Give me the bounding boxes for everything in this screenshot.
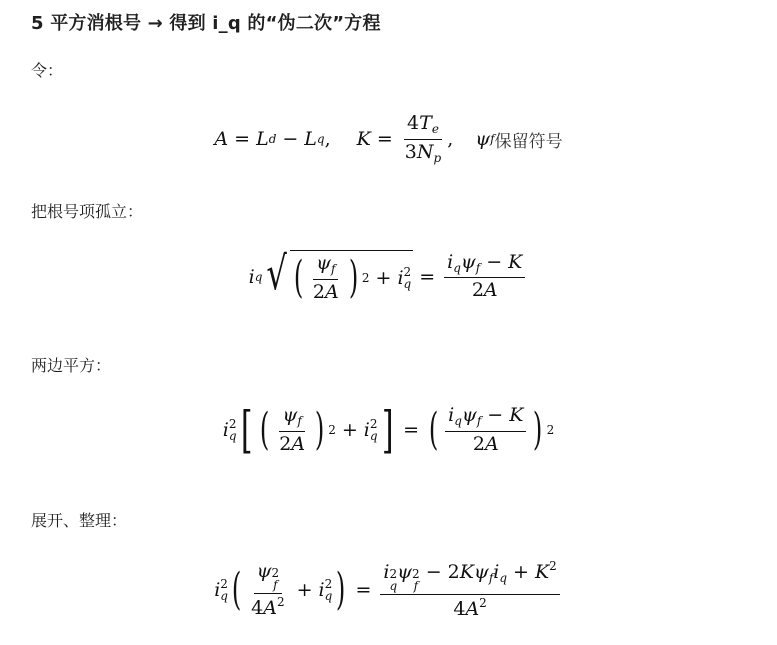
keep-sign-note: 保留符号 [494,131,563,152]
equation-isolated-root: i q √ ( $\frac{\psi_f}{2A}$ ) 2 + i 2 q = $\frac{i_q\psi_f - K}{2A}$ [0,250,777,304]
equation-squared: i 2 q [ ( $\frac{\psi_f}{2A}$ ) 2 + i 2 q ] = ( $\frac{i_q\psi_f - K}{2A}$ ) 2 [222,401,555,460]
paragraph-square: 两边平方： [31,356,112,375]
section-heading: 5 平方消根号 → 得到 i_q 的“伪二次”方程 [31,13,381,34]
paragraph-let: 令： [31,61,64,80]
paragraph-expand: 展开、整理： [31,511,128,530]
paragraph-isolate: 把根号项孤立： [31,202,144,221]
equation-definitions: A = L d − L q , K = $\frac{4T_e}{3N_p}$ , ψ f 保留符号 [214,112,563,165]
equation-expanded: i 2 q ( ψ 2 f $4A^2$ + i 2 q ) = i 2 q ψ 2 f − $2K\psi_fi_q + K^2$ $4A^2$ [0,560,777,621]
